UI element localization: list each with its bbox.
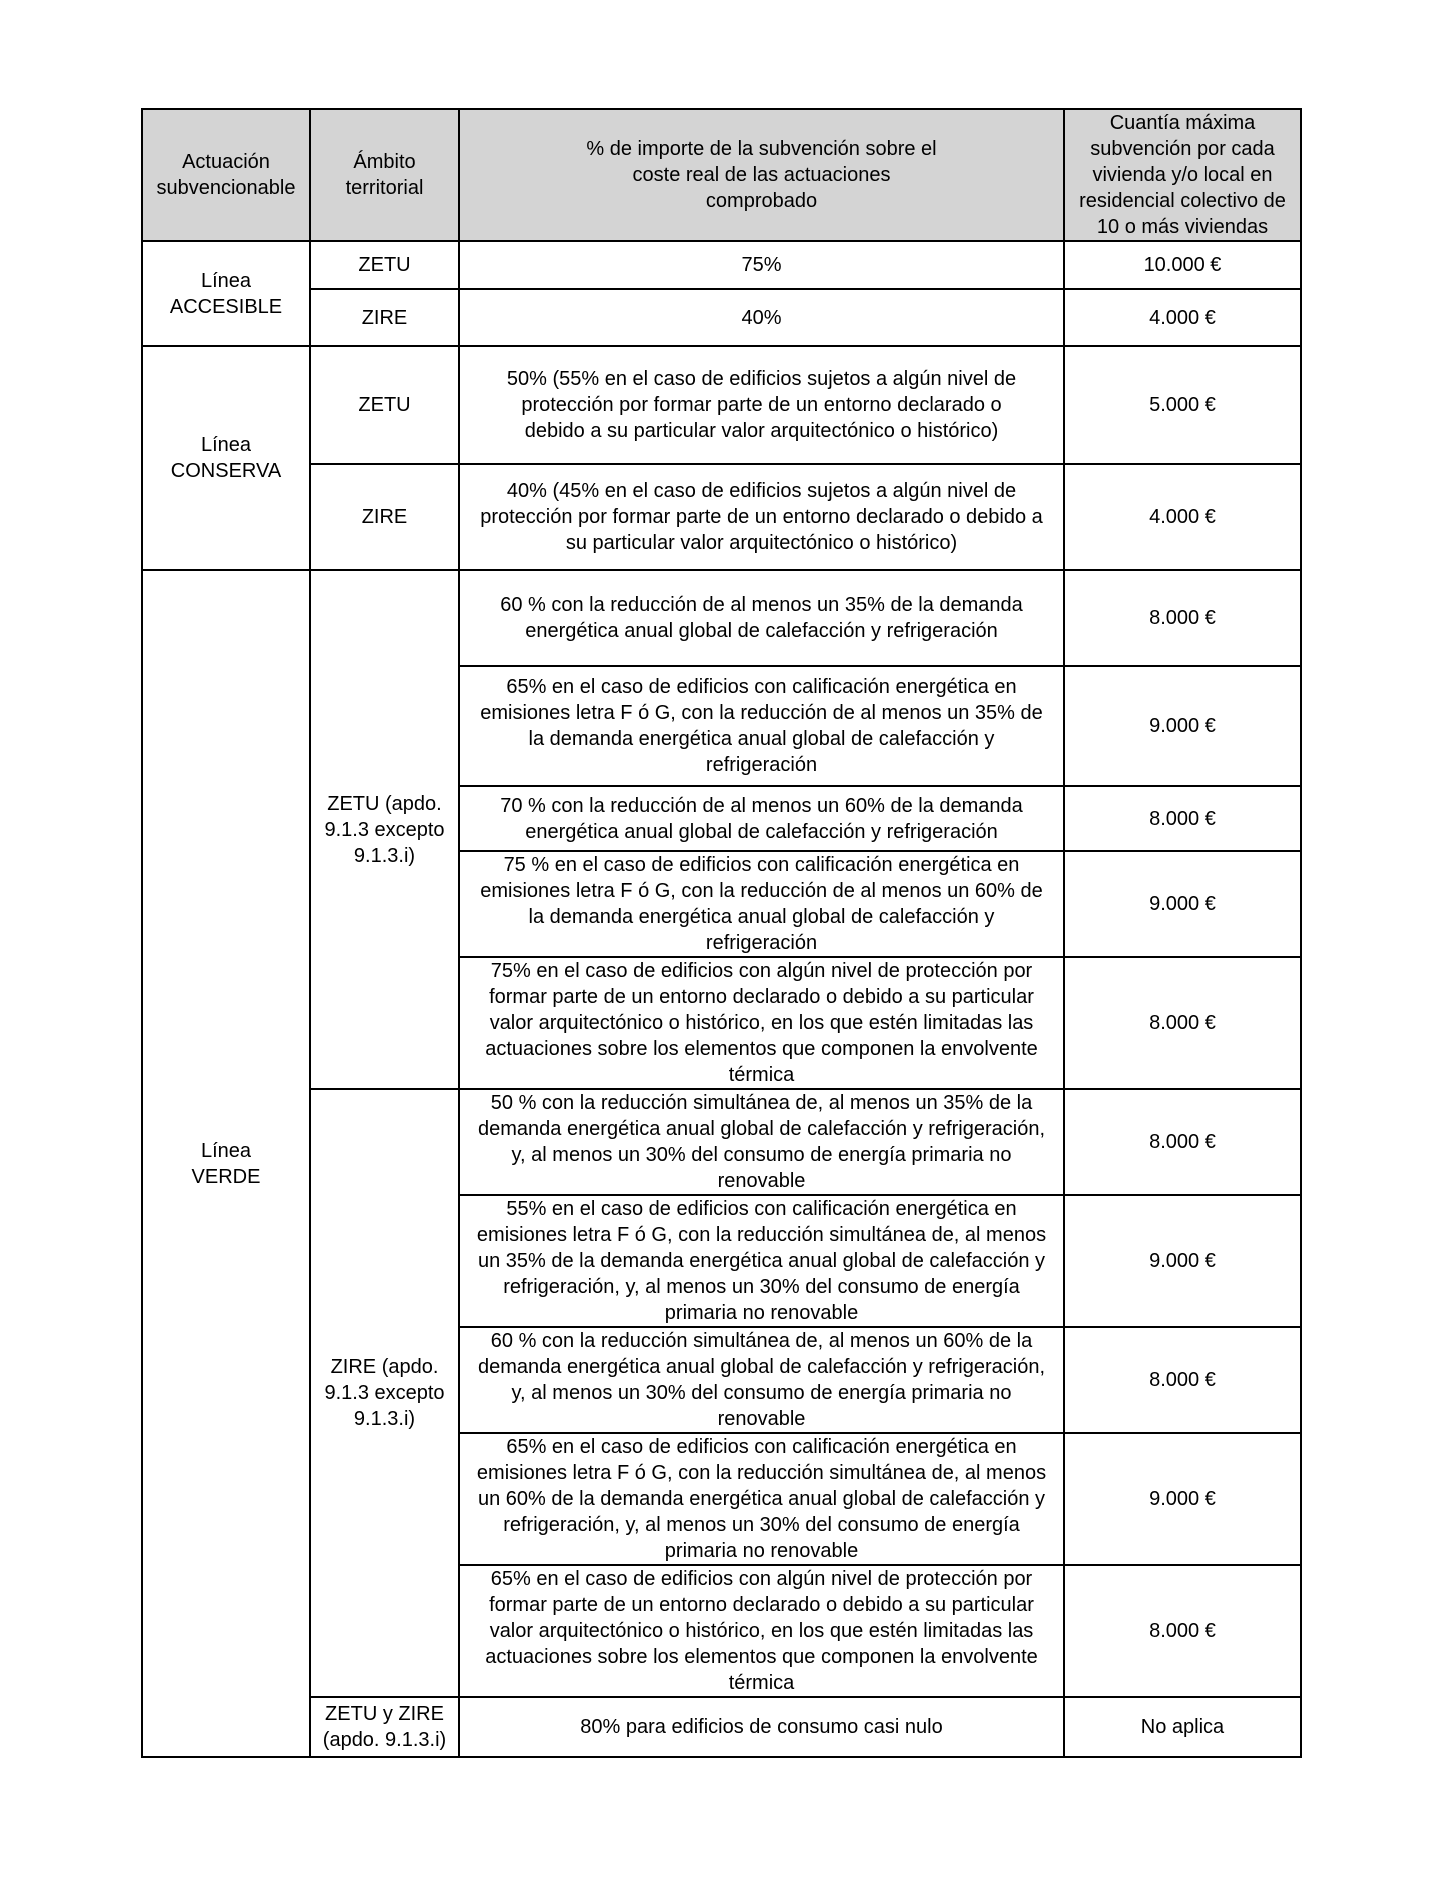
amount-cell: 5.000 € [1064,346,1301,464]
header-row [142,109,1301,241]
amount-cell: 9.000 € [1064,1195,1301,1327]
pct-cell: 40% [459,289,1064,346]
amount-cell: No aplica [1064,1697,1301,1757]
amount-cell: 10.000 € [1064,241,1301,289]
amount-cell: 8.000 € [1064,1565,1301,1697]
table-row [142,464,1301,570]
pct-cell: 65% en el caso de edificios con algún nivel de protección por formar parte de un entorno declarado o debido a su particular valor arquitectónico o histórico, en los que estén limitadas las actuaciones sobre los elementos que componen la envolvente térmica [459,1565,1064,1697]
table-row [142,241,1301,289]
linea-conserva-label: Línea CONSERVA [142,346,310,570]
table-row [142,1697,1301,1757]
table-row [142,346,1301,464]
pct-cell: 80% para edificios de consumo casi nulo [459,1697,1064,1757]
amount-cell: 8.000 € [1064,957,1301,1089]
header-ambito: Ámbito territorial [310,109,459,241]
pct-cell: 75 % en el caso de edificios con calificación energética en emisiones letra F ó G, con la reducción de al menos un 60% de la demanda energética anual global de calefacción y refrigeración [459,851,1064,957]
amount-cell: 9.000 € [1064,1433,1301,1565]
ambito-cell: ZETU [310,241,459,289]
amount-cell: 4.000 € [1064,464,1301,570]
header-cuantia: Cuantía máxima subvención por cada vivienda y/o local en residencial colectivo de 10 o más viviendas [1064,109,1301,241]
pct-cell: 40% (45% en el caso de edificios sujetos a algún nivel de protección por formar parte de un entorno declarado o debido a su particular valor arquitectónico o histórico) [459,464,1064,570]
table-row [142,1089,1301,1195]
ambito-both-cell: ZETU y ZIRE (apdo. 9.1.3.i) [310,1697,459,1757]
ambito-cell: ZIRE [310,289,459,346]
header-porcentaje: % de importe de la subvención sobre el coste real de las actuaciones comprobado [459,109,1064,241]
amount-cell: 9.000 € [1064,851,1301,957]
amount-cell: 8.000 € [1064,1089,1301,1195]
ambito-zire-cell: ZIRE (apdo. 9.1.3 excepto 9.1.3.i) [310,1089,459,1697]
pct-cell: 75% en el caso de edificios con algún nivel de protección por formar parte de un entorno declarado o debido a su particular valor arquitectónico o histórico, en los que estén limitadas las actuaciones sobre los elementos que componen la envolvente térmica [459,957,1064,1089]
subsidy-table [141,108,1302,1758]
pct-cell: 65% en el caso de edificios con calificación energética en emisiones letra F ó G, con la reducción simultánea de, al menos un 60% de la demanda energética anual global de calefacción y refrigeración, y, al menos un 30% del consumo de energía primaria no renovable [459,1433,1064,1565]
pct-cell: 75% [459,241,1064,289]
amount-cell: 8.000 € [1064,786,1301,851]
table-row [142,570,1301,666]
ambito-zetu-cell: ZETU (apdo. 9.1.3 excepto 9.1.3.i) [310,570,459,1089]
amount-cell: 8.000 € [1064,570,1301,666]
ambito-cell: ZETU [310,346,459,464]
pct-cell: 50 % con la reducción simultánea de, al menos un 35% de la demanda energética anual global de calefacción y refrigeración, y, al menos un 30% del consumo de energía primaria no renovable [459,1089,1064,1195]
pct-cell: 60 % con la reducción simultánea de, al menos un 60% de la demanda energética anual global de calefacción y refrigeración, y, al menos un 30% del consumo de energía primaria no renovable [459,1327,1064,1433]
ambito-cell: ZIRE [310,464,459,570]
amount-cell: 9.000 € [1064,666,1301,786]
header-actuacion: Actuación subvencionable [142,109,310,241]
linea-verde-label: Línea VERDE [142,570,310,1757]
amount-cell: 4.000 € [1064,289,1301,346]
table-row [142,289,1301,346]
amount-cell: 8.000 € [1064,1327,1301,1433]
pct-cell: 50% (55% en el caso de edificios sujetos a algún nivel de protección por formar parte de un entorno declarado o debido a su particular valor arquitectónico o histórico) [459,346,1064,464]
pct-cell: 60 % con la reducción de al menos un 35% de la demanda energética anual global de calefacción y refrigeración [459,570,1064,666]
pct-cell: 70 % con la reducción de al menos un 60% de la demanda energética anual global de calefacción y refrigeración [459,786,1064,851]
pct-cell: 65% en el caso de edificios con calificación energética en emisiones letra F ó G, con la reducción de al menos un 35% de la demanda energética anual global de calefacción y refrigeración [459,666,1064,786]
linea-accesible-label: Línea ACCESIBLE [142,241,310,346]
pct-cell: 55% en el caso de edificios con calificación energética en emisiones letra F ó G, con la reducción simultánea de, al menos un 35% de la demanda energética anual global de calefacción y refrigeración, y, al menos un 30% del consumo de energía primaria no renovable [459,1195,1064,1327]
